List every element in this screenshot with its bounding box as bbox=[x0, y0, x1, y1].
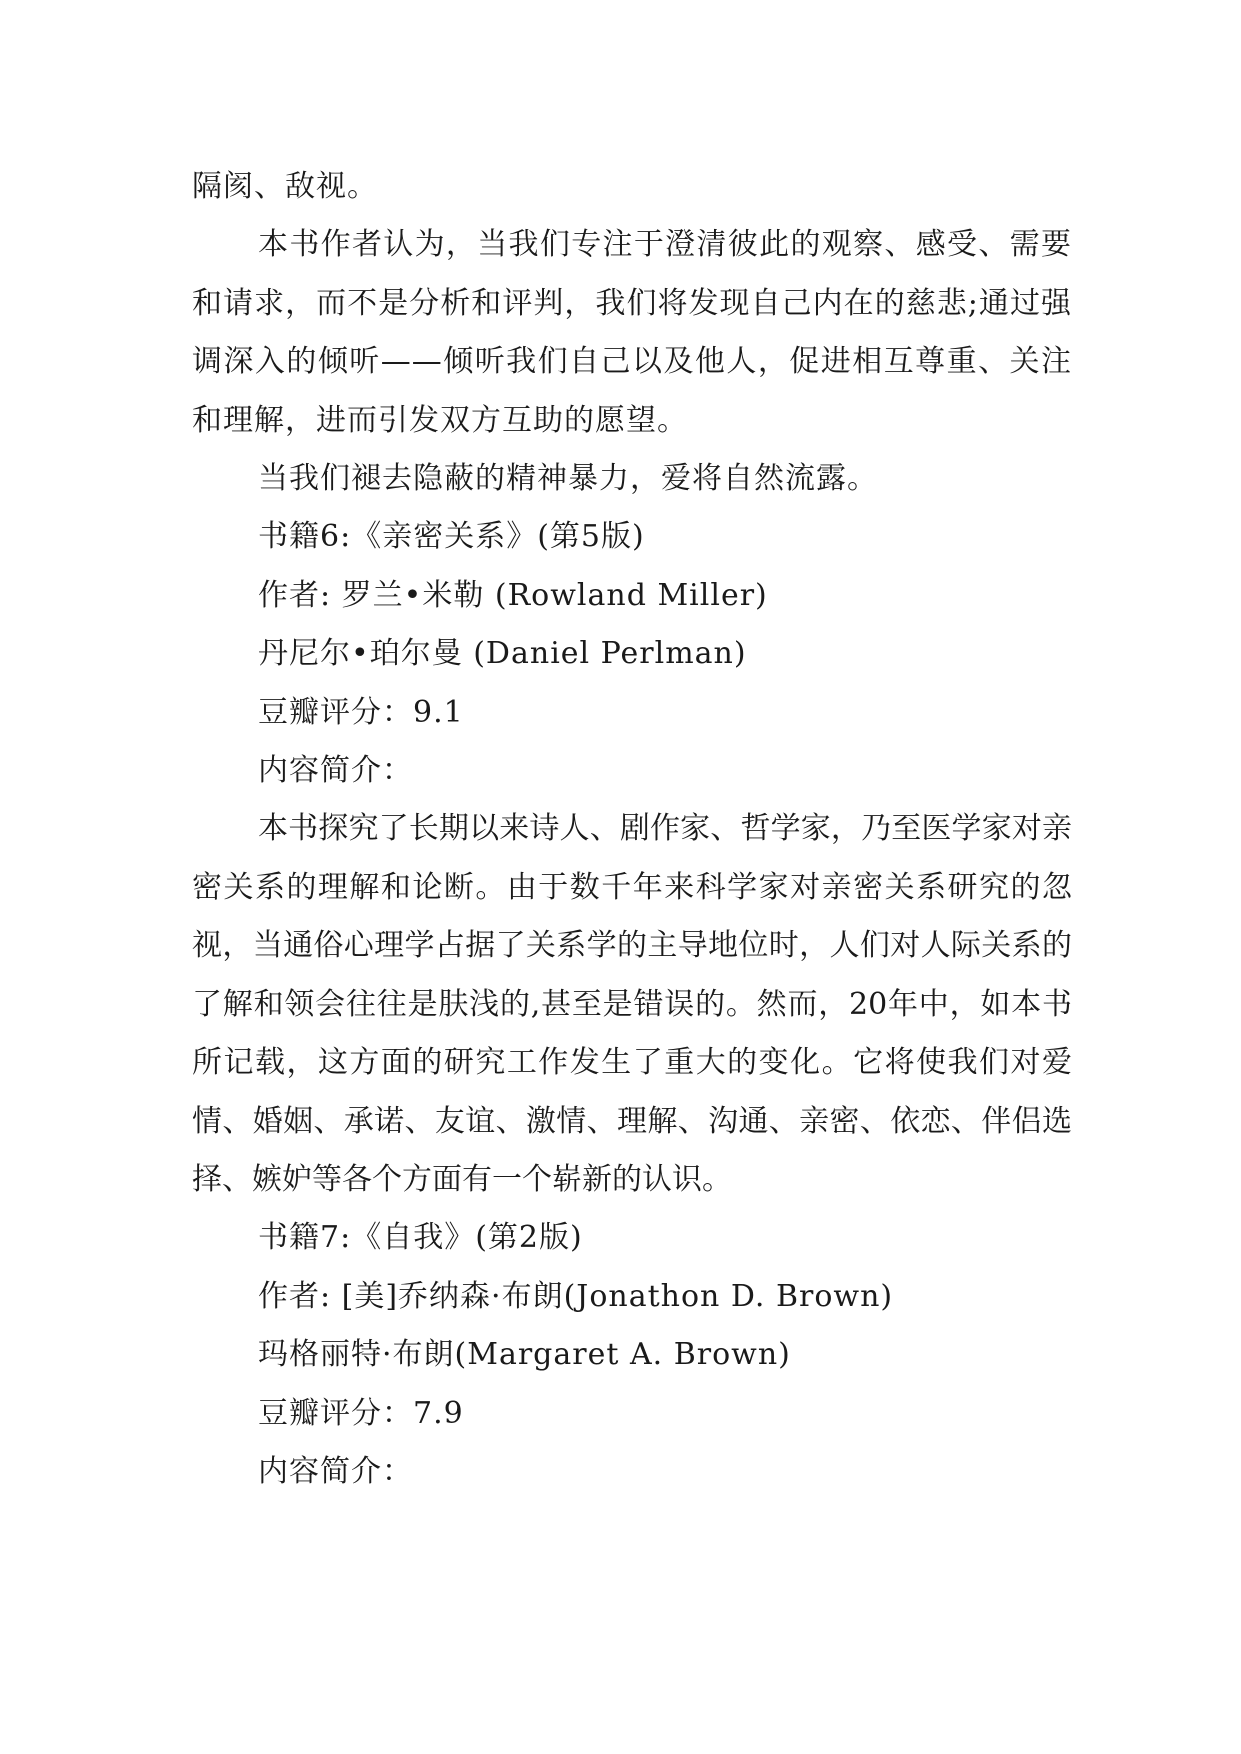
paragraph-author-view: 本书作者认为，当我们专注于澄清彼此的观察、感受、需要和请求，而不是分析和评判，我们将发现自己内在的慈悲;通过强调深入的倾听——倾听我们自己以及他人，促进相互尊重、关注和理解，进而引发双方互助的愿望。 bbox=[192, 227, 1072, 438]
book-6-summary: 本书探究了长期以来诗人、剧作家、哲学家，乃至医学家对亲密关系的理解和论断。由于数千年来科学家对亲密关系研究的忽视，当通俗心理学占据了关系学的主导地位时，人们对人际关系的了解和领会往往是肤浅的,甚至是错误的。然而，20年中，如本书所记载，这方面的研究工作发生了重大的变化。它将使我们对爱情、婚姻、承诺、友谊、激情、理解、沟通、亲密、依恋、伴侣选择、嫉妒等各个方面有一个崭新的认识。 bbox=[192, 811, 1072, 1197]
book-6-author: 作者: 罗兰•米勒 (Rowland Miller) bbox=[258, 577, 768, 613]
book-7-author: 作者: [美]乔纳森·布朗(Jonathon D. Brown) bbox=[258, 1278, 894, 1314]
book-6-title: 书籍6:《亲密关系》(第5版) bbox=[258, 519, 645, 555]
book-7-rating: 豆瓣评分：7.9 bbox=[258, 1395, 464, 1431]
paragraph-love-flows: 当我们褪去隐蔽的精神暴力，爱将自然流露。 bbox=[258, 461, 878, 497]
book-7-summary-label: 内容简介： bbox=[258, 1453, 413, 1489]
book-6-summary-label: 内容简介： bbox=[258, 753, 413, 789]
book-7-title: 书籍7:《自我》(第2版) bbox=[258, 1220, 583, 1256]
book-7-coauthor: 玛格丽特·布朗(Margaret A. Brown) bbox=[258, 1337, 791, 1373]
paragraph-continuation: 隔阂、敌视。 bbox=[192, 169, 378, 204]
document-page bbox=[192, 158, 1072, 1501]
book-6-coauthor: 丹尼尔•珀尔曼 (Daniel Perlman) bbox=[258, 636, 747, 672]
book-6-rating: 豆瓣评分：9.1 bbox=[258, 694, 464, 730]
